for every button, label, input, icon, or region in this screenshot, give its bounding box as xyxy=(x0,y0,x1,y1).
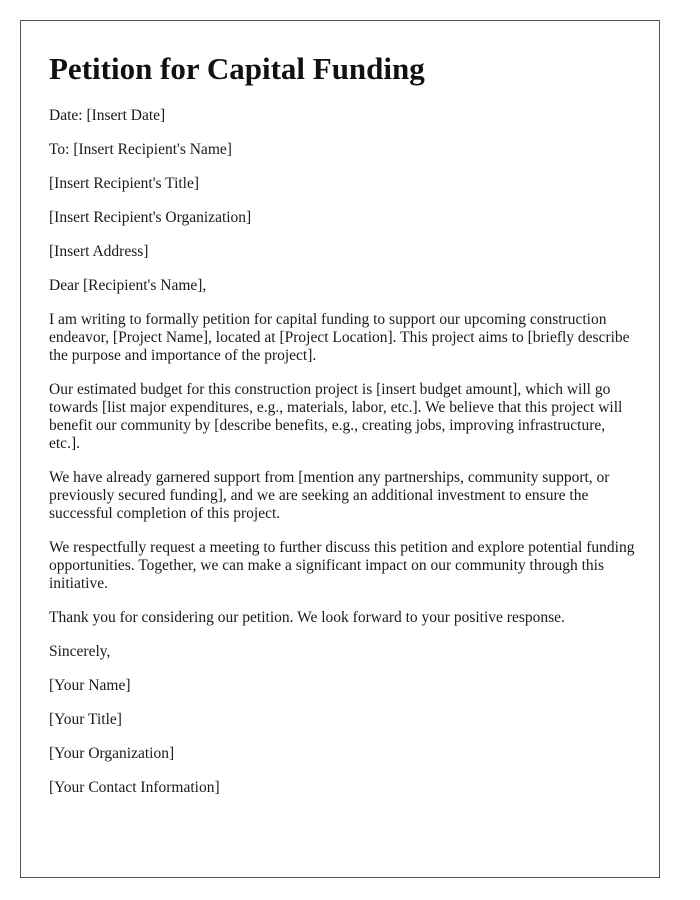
signature-organization: [Your Organization] xyxy=(49,745,175,762)
recipient-title-line: [Insert Recipient's Title] xyxy=(49,175,200,192)
body-paragraph-request: We respectfully request a meeting to further discuss this petition and explore potential funding opportunities. Together, we can make a significant impact on our community through this initiative. xyxy=(49,539,635,592)
signature-title: [Your Title] xyxy=(49,711,122,728)
recipient-organization-line: [Insert Recipient's Organization] xyxy=(49,209,252,226)
date-line: Date: [Insert Date] xyxy=(49,107,166,124)
document-title: Petition for Capital Funding xyxy=(49,51,425,86)
document-page xyxy=(20,20,660,878)
salutation: Dear [Recipient's Name], xyxy=(49,277,207,294)
signature-name: [Your Name] xyxy=(49,677,131,694)
body-paragraph-budget: Our estimated budget for this construction project is [insert budget amount], which will go towards [list major expenditures, e.g., materials, labor, etc.]. We believe that this project will benefit our community by [describe benefits, e.g., creating jobs, improving infrastructure, etc.]. xyxy=(49,381,623,452)
body-paragraph-thanks: Thank you for considering our petition. We look forward to your positive response. xyxy=(49,609,565,626)
letter-body xyxy=(49,49,639,813)
closing: Sincerely, xyxy=(49,643,111,660)
body-paragraph-support: We have already garnered support from [mention any partnerships, community support, or previously secured funding], and we are seeking an additional investment to ensure the successful completion of this project. xyxy=(49,469,610,522)
body-paragraph-intro: I am writing to formally petition for capital funding to support our upcoming construction endeavor, [Project Name], located at [Project Location]. This project aims to [briefly describe the purpose and importance of the project]. xyxy=(49,311,630,364)
recipient-address-line: [Insert Address] xyxy=(49,243,149,260)
recipient-name-line: To: [Insert Recipient's Name] xyxy=(49,141,232,158)
signature-contact: [Your Contact Information] xyxy=(49,779,220,796)
